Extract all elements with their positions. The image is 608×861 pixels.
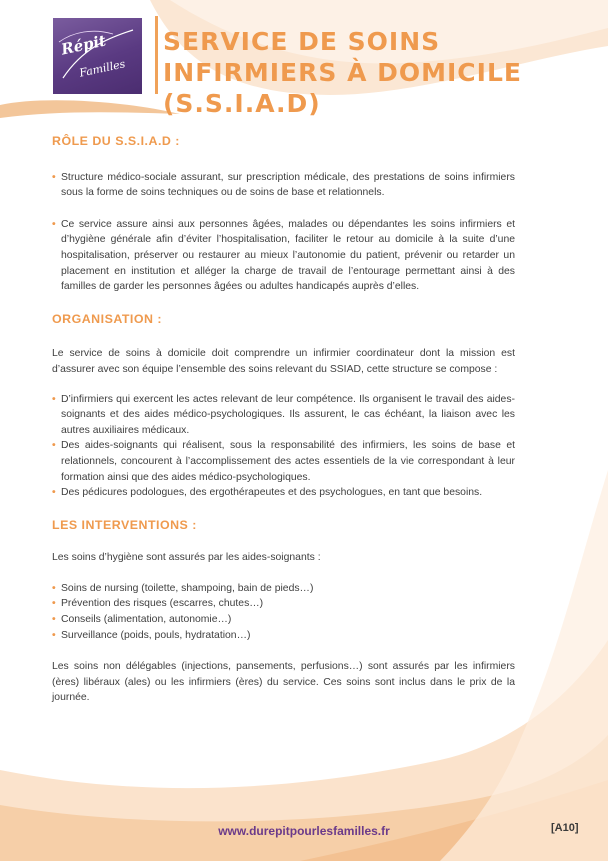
title-divider <box>155 16 158 94</box>
bullet-icon: • <box>52 218 56 230</box>
logo-text-repit: Répit <box>59 31 108 59</box>
logo <box>53 18 142 94</box>
list-item: • Des pédicures podologues, des ergothérapeutes et des psychologues, en tant que besoins. <box>52 485 515 501</box>
paragraph: Les soins non délégables (injections, pansements, perfusions…) sont assurés par les infirmiers (ères) libéraux (ales) ou les infirmiers (ères) du service. Ces soins sont inclus dans le prix de la journée. <box>52 661 515 704</box>
list-item: • Conseils (alimentation, autonomie…) <box>52 612 515 628</box>
section-organisation <box>52 312 515 501</box>
paragraph: Les soins d’hygiène sont assurés par les aides-soignants : <box>52 552 321 564</box>
list-item: • Ce service assure ainsi aux personnes âgées, malades ou dépendantes les soins infirmiers et d’hygiène générale afin d’éviter l’hospitalisation, faciliter le retour au domicile à la suite d’une hospitalisation, préserver ou restaurer au mieux l’autonomie du patient, prévenir ou retarder un placement en institution et alléger la charge de travail de l’entourage permettant ainsi à des familles de garder les personnes âgées ou adultes handicapés auprès d’elles. <box>52 218 515 293</box>
section-heading: LES INTERVENTIONS : <box>52 517 197 532</box>
section-heading: RÔLE DU S.S.I.A.D : <box>52 134 180 148</box>
section-heading: ORGANISATION : <box>52 311 163 326</box>
section-interventions <box>52 518 515 706</box>
website-link[interactable]: www.durepitpourlesfamilles.fr <box>218 824 390 838</box>
bullet-icon: • <box>52 393 56 405</box>
bullet-icon: • <box>52 582 56 594</box>
paragraph: Le service de soins à domicile doit comprendre un infirmier coordinateur dont la mission est d’assurer avec son équipe l’ensemble des soins relevant du SSIAD, cette structure se compose : <box>52 348 515 375</box>
list-item: • Soins de nursing (toilette, shampoing, bain de pieds…) <box>52 581 515 597</box>
bullet-list <box>52 581 515 643</box>
list-item: • Des aides-soignants qui réalisent, sous la responsabilité des infirmiers, les soins de base et relationnels, concourent à l’accomplissement des actes essentiels de la vie correspondant à leur formation ainsi que des aides médico-psychologiques. <box>52 440 515 483</box>
bullet-icon: • <box>52 171 56 183</box>
page-number: [A10] <box>551 822 579 834</box>
bullet-icon: • <box>52 487 56 499</box>
bullet-icon: • <box>52 614 56 626</box>
bullet-list <box>52 170 515 295</box>
list-item: • Prévention des risques (escarres, chutes…) <box>52 596 515 612</box>
list-item: • Structure médico-sociale assurant, sur prescription médicale, des prestations de soins infirmiers sous la forme de soins techniques ou de soins de base et relationnels. <box>52 171 515 199</box>
section-role <box>52 134 515 295</box>
bullet-icon: • <box>52 598 56 610</box>
logo-text-familles: Familles <box>78 57 127 80</box>
bullet-icon: • <box>52 440 56 452</box>
page-title: SERVICE DE SOINS INFIRMIERS À DOMICILE (S.S.I.A.D) <box>163 27 522 118</box>
bullet-list <box>52 392 515 501</box>
main-content <box>52 134 515 706</box>
bullet-icon: • <box>52 629 56 641</box>
header-swoosh <box>0 100 180 118</box>
list-item: • Surveillance (poids, pouls, hydratation…) <box>52 628 515 644</box>
list-item: • D’infirmiers qui exercent les actes relevant de leur compétence. Ils organisent le travail des aides-soignants et des aides médico-psychologiques. Ils assurent, le cas échéant, la liaison avec les autres auxiliaires médicaux. <box>52 393 515 436</box>
